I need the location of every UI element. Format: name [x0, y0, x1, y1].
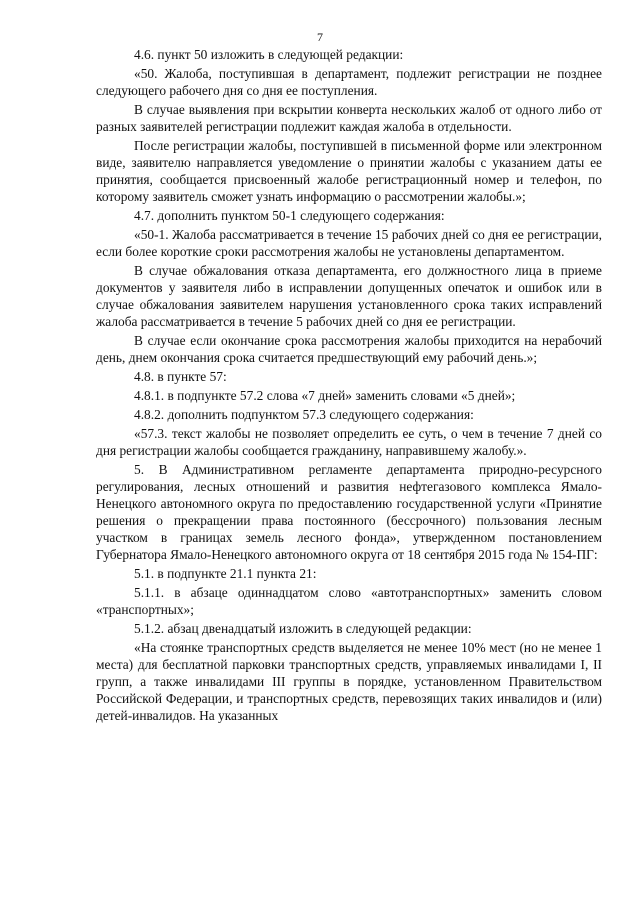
paragraph-50-1: «50-1. Жалоба рассматривается в течение 15 рабочих дней со дня ее регистрации, если более короткие сроки рассмотрения жалобы не установлены департаментом. [96, 227, 602, 259]
paragraph-50-registration: «50. Жалоба, поступившая в департамент, подлежит регистрации не позднее следующего рабочего дня со дня ее поступления. [96, 66, 602, 98]
paragraph-4-8-2: 4.8.2. дополнить подпунктом 57.3 следующего содержания: [134, 407, 474, 422]
paragraph-parking: «На стоянке транспортных средств выделяется не менее 10% мест (но не менее 1 места) для бесплатной парковки транспортных средств, управляемых инвалидами I, II групп, а также инвалидами III группы в порядке, установленном Правительством Российской Федерации, и транспортных средств, перевозящих таких инвалидов и (или) детей-инвалидов. На указанных [96, 640, 602, 723]
paragraph-4-7: 4.7. дополнить пунктом 50-1 следующего содержания: [134, 208, 445, 223]
paragraph-notification: После регистрации жалобы, поступившей в письменной форме или электронном виде, заявителю направляется уведомление о принятии жалобы с указанием даты ее принятия, сообщается присвоенный жалобе регистрационный номер и телефон, по которому заявитель сможет узнать информацию о рассмотрении жалобы.»; [96, 138, 602, 204]
paragraph-5-1: 5.1. в подпункте 21.1 пункта 21: [134, 566, 317, 581]
paragraph-5-regulation: 5. В Административном регламенте департамента природно-ресурсного регулирования, лесных отношений и развития нефтегазового комплекса Ямало-Ненецкого автономного округа по предоставлению государственной услуги «Принятие решения о прекращении права постоянного (бессрочного) пользования лесным участком в границах земель лесного фонда», утвержденном постановлением Губернатора Ямало-Ненецкого автономного округа от 18 сентября 2015 года № 154-ПГ: [96, 462, 602, 562]
paragraph-multiple-complaints: В случае выявления при вскрытии конверта нескольких жалоб от одного либо от разных заявителей регистрации подлежит каждая жалоба в отдельности. [96, 102, 602, 134]
paragraph-refusal-appeal: В случае обжалования отказа департамента, его должностного лица в приеме документов у заявителя либо в исправлении допущенных опечаток и ошибок или в случае обжалования заявителем нарушения установленного срока таких исправлений жалоба рассматривается в течение 5 рабочих дней со дня ее регистрации. [96, 263, 602, 329]
paragraph-4-6: 4.6. пункт 50 изложить в следующей редакции: [134, 47, 404, 62]
paragraph-5-1-2: 5.1.2. абзац двенадцатый изложить в следующей редакции: [134, 621, 472, 636]
paragraph-4-8-1: 4.8.1. в подпункте 57.2 слова «7 дней» заменить словами «5 дней»; [134, 388, 516, 403]
document-body [96, 46, 602, 726]
paragraph-non-working-day: В случае если окончание срока рассмотрения жалобы приходится на нерабочий день, днем окончания срока считается предшествующий ему рабочий день.»; [96, 333, 602, 365]
page-number: 7 [317, 30, 323, 44]
paragraph-4-8: 4.8. в пункте 57: [134, 369, 227, 384]
paragraph-5-1-1: 5.1.1. в абзаце одиннадцатом слово «автотранспортных» заменить словом «транспортных»; [96, 585, 602, 617]
paragraph-57-3: «57.3. текст жалобы не позволяет определить ее суть, о чем в течение 7 дней со дня регистрации жалобы сообщается гражданину, направившему жалобу.». [96, 426, 602, 458]
